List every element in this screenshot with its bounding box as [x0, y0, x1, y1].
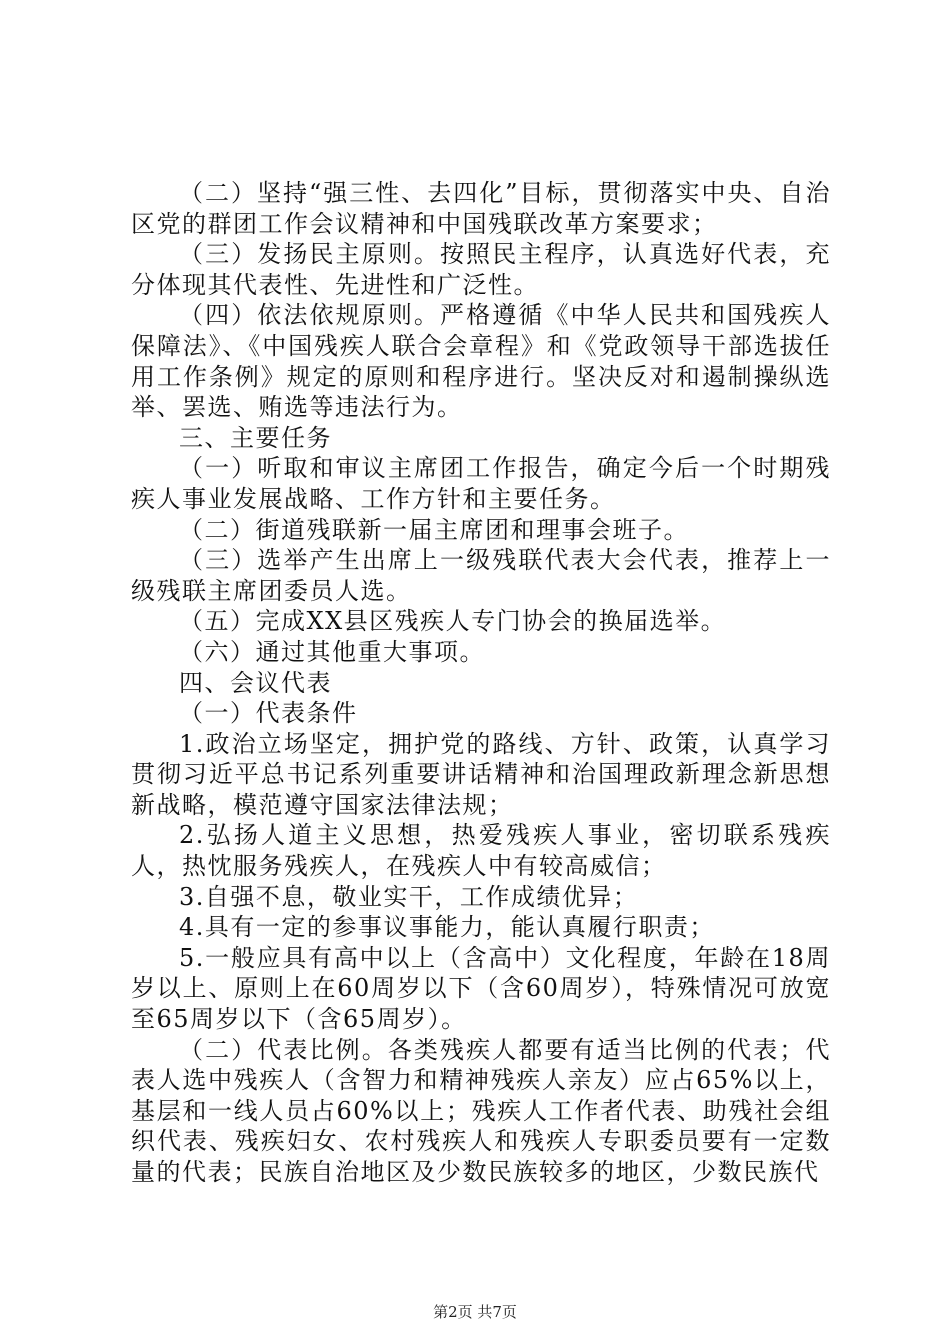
paragraph: （二）街道残联新一届主席团和理事会班子。	[179, 515, 689, 544]
list-item: 3.自强不息，敬业实干，工作成绩优异；	[179, 882, 639, 911]
paragraph: （一）听取和审议主席团工作报告，确定今后一个时期残疾人事业发展战略、工作方针和主要任务。	[131, 454, 831, 513]
paragraph: （二）代表比例。各类残疾人都要有适当比例的代表；代表人选中残疾人（含智力和精神残疾人亲友）应占65%以上，基层和一线人员占60%以上；残疾人工作者代表、助残社会组织代表、残疾妇女、农村残疾人和残疾人专职委员要有一定数量的代表；民族自治地区及少数民族较多的地区，少数民族代	[131, 1035, 831, 1186]
page-footer	[0, 1302, 950, 1322]
section-heading: 三、主要任务	[179, 423, 332, 452]
document-body	[131, 178, 831, 1188]
subsection-heading: （一）代表条件	[179, 699, 358, 728]
list-item: 4.具有一定的参事议事能力，能认真履行职责；	[179, 913, 715, 942]
paragraph: （二）坚持“强三性、去四化”目标，贯彻落实中央、自治区党的群团工作会议精神和中国残联改革方案要求；	[131, 179, 831, 238]
paragraph: （四）依法依规原则。严格遵循《中华人民共和国残疾人保障法》、《中国残疾人联合会章程》和《党政领导干部选拔任用工作条例》规定的原则和程序进行。坚决反对和遏制操纵选举、罢选、贿选等违法行为。	[131, 301, 831, 422]
page-number-label: 第2页 共7页	[433, 1303, 517, 1321]
paragraph: （六）通过其他重大事项。	[179, 637, 485, 666]
paragraph: （三）发扬民主原则。按照民主程序，认真选好代表，充分体现其代表性、先进性和广泛性。	[131, 240, 831, 299]
list-item: 2.弘扬人道主义思想，热爱残疾人事业，密切联系残疾人，热忱服务残疾人，在残疾人中有较高威信；	[131, 821, 831, 881]
paragraph: （三）选举产生出席上一级残联代表大会代表，推荐上一级残联主席团委员人选。	[131, 546, 831, 605]
list-item: 5.一般应具有高中以上（含高中）文化程度，年龄在18周岁以上、原则上在60周岁以下（含60周岁），特殊情况可放宽至65周岁以下（含65周岁）。	[131, 943, 831, 1034]
paragraph: （五）完成XX县区残疾人专门协会的换届选举。	[179, 607, 727, 636]
section-heading: 四、会议代表	[179, 668, 332, 697]
list-item: 1.政治立场坚定，拥护党的路线、方针、政策，认真学习贯彻习近平总书记系列重要讲话精神和治国理政新理念新思想新战略，模范遵守国家法律法规；	[131, 729, 831, 819]
